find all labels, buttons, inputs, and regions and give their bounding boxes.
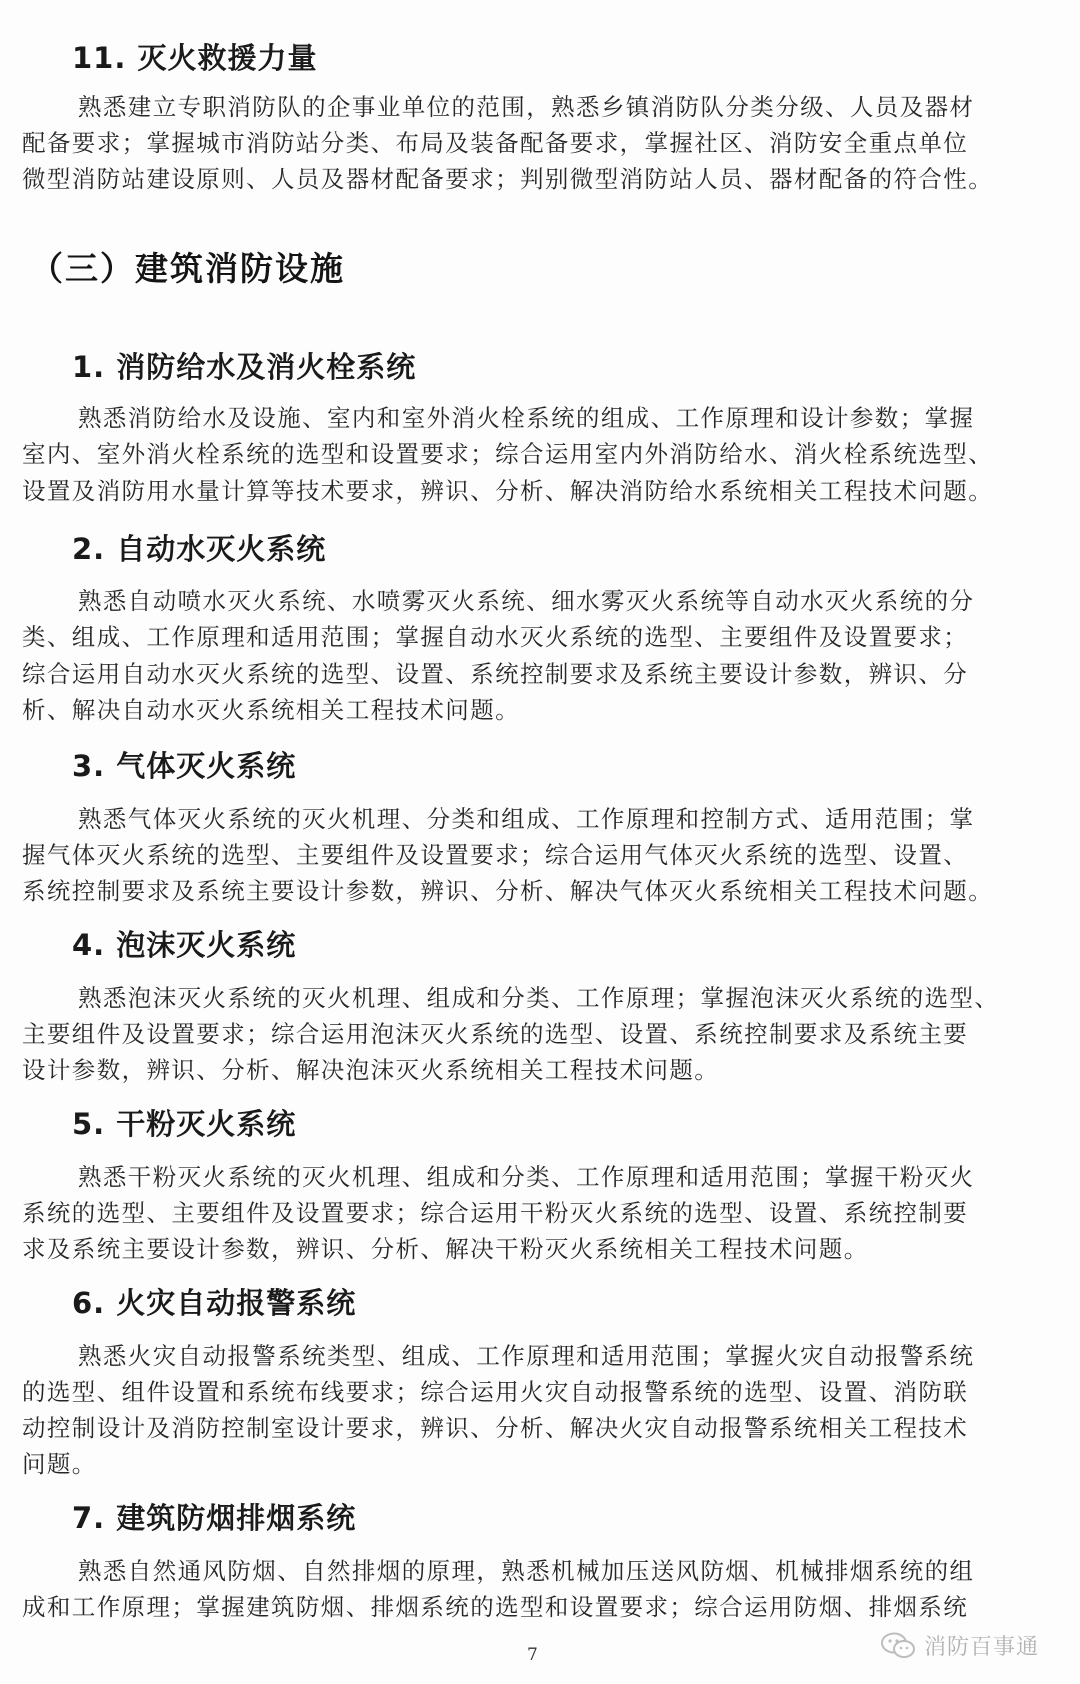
section-heading-2: 2. 自动水灭火系统 xyxy=(72,532,327,566)
paragraph-line: 综合运用自动水灭火系统的选型、设置、系统控制要求及系统主要设计参数，辨识、分 xyxy=(22,660,969,688)
paragraph-line: 主要组件及设置要求；综合运用泡沫灭火系统的选型、设置、系统控制要求及系统主要 xyxy=(22,1020,969,1048)
paragraph-line: 熟悉干粉灭火系统的灭火机理、组成和分类、工作原理和适用范围；掌握干粉灭火 xyxy=(78,1163,975,1191)
watermark xyxy=(880,1630,1039,1661)
paragraph-line: 成和工作原理；掌握建筑防烟、排烟系统的选型和设置要求；综合运用防烟、排烟系统 xyxy=(22,1593,969,1621)
paragraph-line: 熟悉火灾自动报警系统类型、组成、工作原理和适用范围；掌握火灾自动报警系统 xyxy=(78,1342,975,1370)
paragraph-line: 熟悉建立专职消防队的企事业单位的范围，熟悉乡镇消防队分类分级、人员及器材 xyxy=(78,93,975,121)
part-heading: （三）建筑消防设施 xyxy=(30,249,345,288)
section-heading-4: 4. 泡沫灭火系统 xyxy=(72,928,297,962)
section-heading-11: 11. 灭火救援力量 xyxy=(72,41,318,75)
paragraph-line: 室内、室外消火栓系统的选型和设置要求；综合运用室内外消防给水、消火栓系统选型、 xyxy=(22,440,994,468)
section-heading-7: 7. 建筑防烟排烟系统 xyxy=(72,1501,357,1535)
paragraph-line: 动控制设计及消防控制室设计要求，辨识、分析、解决火灾自动报警系统相关工程技术 xyxy=(22,1414,969,1442)
paragraph-line: 设计参数，辨识、分析、解决泡沫灭火系统相关工程技术问题。 xyxy=(22,1056,720,1084)
watermark-text: 消防百事通 xyxy=(924,1635,1040,1660)
paragraph-line: 熟悉消防给水及设施、室内和室外消火栓系统的组成、工作原理和设计参数；掌握 xyxy=(78,404,975,432)
paragraph-line: 类、组成、工作原理和适用范围；掌握自动水灭火系统的选型、主要组件及设置要求； xyxy=(22,623,969,651)
paragraph-line: 的选型、组件设置和系统布线要求；综合运用火灾自动报警系统的选型、设置、消防联 xyxy=(22,1378,969,1406)
page-number: 7 xyxy=(527,1645,538,1665)
section-heading-1: 1. 消防给水及消火栓系统 xyxy=(72,350,417,384)
paragraph-line: 熟悉气体灭火系统的灭火机理、分类和组成、工作原理和控制方式、适用范围；掌 xyxy=(78,805,975,833)
paragraph-line: 求及系统主要设计参数，辨识、分析、解决干粉灭火系统相关工程技术问题。 xyxy=(22,1235,869,1263)
paragraph-line: 熟悉自然通风防烟、自然排烟的原理，熟悉机械加压送风防烟、机械排烟系统的组 xyxy=(78,1557,975,1585)
paragraph-line: 设置及消防用水量计算等技术要求，辨识、分析、解决消防给水系统相关工程技术问题。 xyxy=(22,477,994,505)
paragraph-line: 熟悉自动喷水灭火系统、水喷雾灭火系统、细水雾灭火系统等自动水灭火系统的分 xyxy=(78,587,975,615)
paragraph-line: 微型消防站建设原则、人员及器材配备要求；判别微型消防站人员、器材配备的符合性。 xyxy=(22,165,994,193)
paragraph-line: 熟悉泡沫灭火系统的灭火机理、组成和分类、工作原理；掌握泡沫灭火系统的选型、 xyxy=(78,984,1000,1012)
section-heading-5: 5. 干粉灭火系统 xyxy=(72,1107,297,1141)
paragraph-line: 问题。 xyxy=(22,1450,97,1478)
section-heading-6: 6. 火灾自动报警系统 xyxy=(72,1286,357,1320)
paragraph-line: 系统控制要求及系统主要设计参数，辨识、分析、解决气体灭火系统相关工程技术问题。 xyxy=(22,877,994,905)
wechat-icon xyxy=(880,1631,916,1661)
paragraph-line: 析、解决自动水灭火系统相关工程技术问题。 xyxy=(22,696,520,724)
paragraph-line: 握气体灭火系统的选型、主要组件及设置要求；综合运用气体灭火系统的选型、设置、 xyxy=(22,841,969,869)
paragraph-line: 系统的选型、主要组件及设置要求；综合运用干粉灭火系统的选型、设置、系统控制要 xyxy=(22,1199,969,1227)
paragraph-line: 配备要求；掌握城市消防站分类、布局及装备配备要求，掌握社区、消防安全重点单位 xyxy=(22,129,969,157)
section-heading-3: 3. 气体灭火系统 xyxy=(72,749,297,783)
